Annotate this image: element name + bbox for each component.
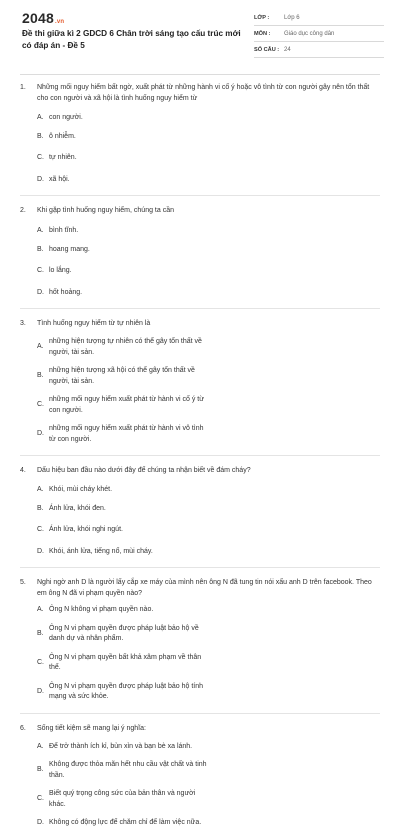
question <box>20 318 380 453</box>
question <box>20 465 380 565</box>
answer-option[interactable] <box>37 288 212 299</box>
option-text: hoang mang. <box>49 245 90 253</box>
question-text: Khi gặp tình huống nguy hiểm, chúng ta cần <box>37 207 174 214</box>
question-text: Dấu hiệu ban đầu nào dưới đây để chúng ta nhận biết về đám cháy? <box>37 467 251 474</box>
option-text: Ông N không vi phạm quyền nào. <box>49 606 154 613</box>
answer-option[interactable] <box>37 175 212 186</box>
question <box>20 723 380 837</box>
option-letter: C. <box>37 658 44 666</box>
exam-meta-table <box>254 10 384 58</box>
option-letter: D. <box>37 175 44 183</box>
meta-value: Lớp 6 <box>284 14 300 21</box>
option-text: bình tĩnh. <box>49 227 79 234</box>
option-letter: A. <box>37 343 44 351</box>
meta-row-question-count <box>254 42 384 58</box>
option-text: Không có động lực để chăm chỉ để làm việc nữa. <box>49 819 202 826</box>
question-text: Sống tiết kiệm sẽ mang lại ý nghĩa: <box>37 724 146 732</box>
logo-suffix: .vn <box>54 19 65 25</box>
answer-option[interactable] <box>37 245 212 256</box>
option-text: Ông N vi phạm quyền được pháp luật bảo hộ tính mạng và sức khỏe. <box>49 682 204 700</box>
option-letter: D. <box>37 430 44 438</box>
answer-option[interactable] <box>37 789 212 810</box>
answer-option[interactable] <box>37 605 212 616</box>
header-divider <box>20 74 380 75</box>
question-number: 6. <box>20 724 26 732</box>
question-text: Nghi ngờ anh D là người lấy cắp xe máy của mình nên ông N đã tung tin nói xấu anh D trên facebook. Theo em ông N đã vi phạm quyền nào? <box>37 579 372 597</box>
option-text: Khói, ánh lửa, tiếng nổ, mùi cháy. <box>49 547 153 555</box>
question-text: Tình huống nguy hiểm từ tự nhiên là <box>37 320 151 327</box>
question <box>20 82 380 193</box>
option-text: Ông N vi phạm quyền bất khả xâm phạm về thân thể. <box>49 653 202 671</box>
answer-option[interactable] <box>37 624 212 645</box>
question-text: Những mối nguy hiểm bất ngờ, xuất phát từ những hành vi cố ý hoặc vô tình từ con người gây nên tổn thất cho con người và xã hội là tình huống nguy hiểm từ <box>37 84 370 102</box>
answer-option[interactable] <box>37 682 212 703</box>
option-text: những hiện tượng tự nhiên có thể gây tổn thất về người, tài sản. <box>49 338 202 356</box>
answer-option[interactable] <box>37 153 212 164</box>
meta-value: 24 <box>284 46 291 53</box>
answer-option[interactable] <box>37 424 212 445</box>
answer-option[interactable] <box>37 742 212 753</box>
option-text: lo lắng. <box>49 267 72 274</box>
question-number: 2. <box>20 207 26 214</box>
header <box>0 0 400 72</box>
option-text: những mối nguy hiểm xuất phát từ hành vi vô tình từ con người. <box>49 425 204 443</box>
answer-option[interactable] <box>37 113 212 124</box>
option-text: những hiện tượng xã hội có thể gây tổn thất về người, tài sản. <box>49 367 195 385</box>
option-text: xã hội. <box>49 175 70 183</box>
logo-text: 2048 <box>22 10 54 26</box>
option-letter: B. <box>37 629 44 637</box>
answer-option[interactable] <box>37 504 212 515</box>
option-text: Ông N vi phạm quyền được pháp luật bảo hộ về danh dự và nhân phẩm. <box>49 624 199 642</box>
answer-option[interactable] <box>37 485 212 496</box>
option-letter: B. <box>37 132 44 140</box>
answer-option[interactable] <box>37 337 212 358</box>
option-letter: D. <box>37 687 44 695</box>
option-letter: A. <box>37 742 44 750</box>
option-text: Không được thỏa mãn hết nhu cầu vật chất và tinh thần. <box>49 761 207 779</box>
answer-option[interactable] <box>37 818 212 829</box>
question-divider <box>20 308 380 309</box>
option-text: hốt hoảng. <box>49 288 83 296</box>
answer-option[interactable] <box>37 395 212 416</box>
option-text: ô nhiễm. <box>49 132 76 140</box>
question <box>20 577 380 711</box>
option-text: Biết quý trọng công sức của bản thân và người khác. <box>49 790 196 808</box>
answer-option[interactable] <box>37 547 212 558</box>
option-letter: B. <box>37 372 44 380</box>
meta-key: SỐ CÂU : <box>254 46 280 53</box>
option-text: tự nhiên. <box>49 154 77 161</box>
answer-option[interactable] <box>37 653 212 674</box>
option-text: Ánh lửa, khói đen. <box>49 504 106 512</box>
exam-title: Đề thi giữa kì 2 GDCD 6 Chân trời sáng tạo cấu trúc mới có đáp án - Đề 5 <box>22 29 241 50</box>
option-letter: C. <box>37 795 44 803</box>
option-letter: A. <box>37 227 44 234</box>
meta-key: MÔN : <box>254 30 271 37</box>
answer-option[interactable] <box>37 760 212 781</box>
answer-option[interactable] <box>37 266 212 277</box>
question-divider <box>20 713 380 714</box>
question-list <box>20 82 380 837</box>
option-letter: C. <box>37 154 44 161</box>
option-letter: D. <box>37 547 44 555</box>
meta-row-subject <box>254 26 384 42</box>
question-number: 3. <box>20 320 26 327</box>
option-text: con người. <box>49 114 83 121</box>
question-number: 5. <box>20 579 26 586</box>
option-letter: C. <box>37 267 44 274</box>
option-letter: B. <box>37 766 44 774</box>
option-letter: B. <box>37 504 44 512</box>
option-text: Khói, mùi cháy khét. <box>49 486 113 493</box>
question <box>20 205 380 306</box>
option-text: Để trở thành ích kỉ, bủn xỉn và bạn bè xa lánh. <box>49 742 193 750</box>
question-divider <box>20 455 380 456</box>
option-text: những mối nguy hiểm xuất phát từ hành vi cố ý từ con người. <box>49 396 204 414</box>
question-divider <box>20 567 380 568</box>
answer-option[interactable] <box>37 366 212 387</box>
answer-option[interactable] <box>37 525 212 536</box>
question-number: 4. <box>20 467 26 474</box>
option-letter: D. <box>37 819 44 826</box>
site-logo[interactable] <box>22 10 64 26</box>
option-text: Ánh lửa, khói nghi ngút. <box>49 526 123 533</box>
meta-key: LỚP : <box>254 14 270 21</box>
question-divider <box>20 195 380 196</box>
option-letter: C. <box>37 526 44 533</box>
meta-row-class <box>254 10 384 26</box>
option-letter: D. <box>37 288 44 296</box>
option-letter: A. <box>37 606 44 613</box>
meta-value: Giáo dục công dân <box>284 30 335 37</box>
option-letter: C. <box>37 401 44 409</box>
answer-option[interactable] <box>37 132 212 143</box>
option-letter: A. <box>37 486 44 493</box>
question-number: 1. <box>20 84 26 91</box>
answer-option[interactable] <box>37 226 212 237</box>
option-letter: A. <box>37 114 44 121</box>
option-letter: B. <box>37 245 44 253</box>
